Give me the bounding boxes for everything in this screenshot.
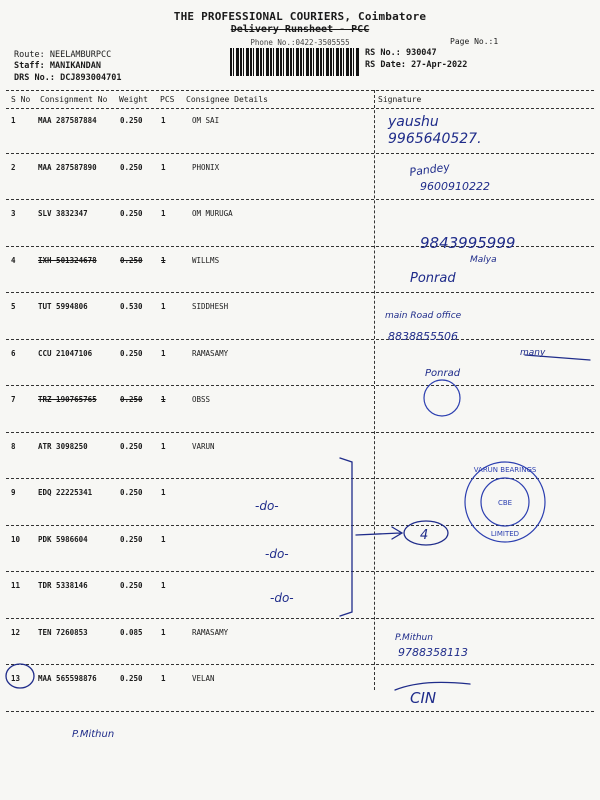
row-10-cons: PDK 5986604 — [38, 534, 88, 544]
rs-date-value: 27-Apr-2022 — [411, 60, 468, 70]
signature-column-divider — [374, 90, 375, 690]
sign-r5-phone: 8838855506 — [388, 330, 458, 343]
sign-r12-phone: 9788358113 — [398, 646, 468, 659]
rs-date-label: RS Date: — [365, 60, 406, 70]
row-separator — [6, 339, 594, 340]
row-1-pcs: 1 — [161, 116, 166, 125]
row-3-name: OM MURUGA — [192, 209, 233, 218]
row-10-sno: 10 — [11, 534, 21, 544]
ditto-mark-1: -do- — [255, 499, 279, 513]
sign-r1-name: yaushu — [388, 114, 439, 130]
row-1-weight: 0.250 — [120, 116, 143, 125]
row-8-pcs: 1 — [161, 441, 166, 451]
row-11-cons: TDR 5338146 — [38, 581, 88, 590]
row-separator — [6, 432, 594, 433]
row-7-cons: TRZ 190765765 — [38, 395, 97, 404]
row-separator — [6, 525, 594, 526]
row-separator — [6, 292, 594, 293]
row-1-sno: 1 — [11, 116, 16, 125]
sign-r5-extra: many — [520, 348, 546, 358]
row-10-weight: 0.250 — [120, 534, 143, 544]
row-8-weight: 0.250 — [120, 441, 143, 451]
sign-r2-name: Pandey — [408, 160, 451, 179]
row-separator — [6, 246, 594, 247]
route-value: NEELAMBURPCC — [49, 50, 112, 60]
row-13-sno: 13 — [11, 674, 21, 683]
row-4-sno: 4 — [11, 255, 16, 265]
row-3-pcs: 1 — [161, 209, 166, 218]
row-6-weight: 0.250 — [120, 348, 143, 358]
sign-r3-sign: Ponrad — [410, 271, 456, 286]
col-consignee-header: Consignee Details — [186, 95, 268, 104]
document-subtitle: Delivery Runsheet - PCC — [230, 24, 370, 35]
rs-date-line — [365, 60, 467, 70]
barcode — [230, 48, 360, 76]
sign-r2-phone: 9600910222 — [420, 180, 490, 193]
row-8-name: VARUN — [192, 441, 215, 451]
company-stamp — [424, 380, 545, 542]
row-separator — [6, 199, 594, 200]
row-separator — [6, 664, 594, 665]
row-2-pcs: 1 — [161, 162, 166, 172]
row-6-sno: 6 — [11, 348, 16, 358]
drs-label: DRS No.: — [14, 73, 55, 83]
row-4-weight: 0.250 — [120, 255, 143, 265]
row-12-name: RAMASAMY — [192, 627, 229, 637]
row-separator — [6, 618, 594, 619]
stamp-sub: LIMITED — [490, 530, 520, 538]
sign-stroke — [395, 682, 470, 690]
row-6-cons: CCU 21047106 — [38, 348, 93, 358]
row-1-name: OM SAI — [192, 116, 220, 125]
rs-no-label: RS No.: — [365, 48, 401, 58]
row-2-name: PHONIX — [192, 162, 220, 172]
row-4-cons: IXH 501324678 — [38, 255, 97, 265]
row-2-cons: MAA 287587890 — [38, 162, 97, 172]
row-3-weight: 0.250 — [120, 209, 143, 218]
route-line — [14, 50, 111, 60]
row-4-pcs: 1 — [161, 255, 166, 265]
row-13-cons: MAA 565598876 — [38, 674, 97, 683]
staff-label: Staff: — [14, 61, 45, 71]
header-bottom-line — [6, 108, 594, 109]
row-7-name: OBSS — [192, 395, 211, 404]
staff-line — [14, 61, 101, 71]
row-separator — [6, 153, 594, 154]
row-10-pcs: 1 — [161, 534, 166, 544]
row-5-sno: 5 — [11, 302, 16, 311]
page-number: Page No.:1 — [450, 37, 499, 46]
row-4-name: WILLMS — [192, 255, 220, 265]
row-11-pcs: 1 — [161, 581, 166, 590]
rs-no-line — [365, 48, 437, 58]
footer-signature: P.Mithun — [72, 729, 115, 740]
sign-r1-phone: 9965640527. — [388, 131, 482, 147]
sign-r3-phone: 9843995999 — [420, 234, 516, 252]
row-8-sno: 8 — [11, 441, 16, 451]
row-6-pcs: 1 — [161, 348, 166, 358]
stamp-text: VARUN BEARINGS — [473, 466, 537, 474]
sign-r6-sign: Ponrad — [425, 368, 461, 379]
sign-r13: CIN — [410, 689, 437, 707]
count-value: 4 — [420, 528, 429, 543]
arrow-line — [356, 527, 402, 539]
row-11-weight: 0.250 — [120, 581, 143, 590]
row-8-cons: ATR 3098250 — [38, 441, 88, 451]
col-weight-header: Weight — [119, 95, 148, 104]
row-12-cons: TEN 7260853 — [38, 627, 88, 637]
table-top-line — [6, 90, 594, 91]
ditto-mark-2: -do- — [265, 547, 289, 561]
row-separator — [6, 385, 594, 386]
drs-line — [14, 73, 122, 83]
row-3-cons: SLV 3832347 — [38, 209, 88, 218]
row-2-sno: 2 — [11, 162, 16, 172]
row-13-pcs: 1 — [161, 674, 166, 683]
stamp-city: CBE — [497, 499, 513, 507]
row-9-weight: 0.250 — [120, 488, 143, 497]
sign-r12-name: P.Mithun — [395, 633, 433, 643]
row-13-name: VELAN — [192, 674, 215, 683]
row-5-name: SIDDHESH — [192, 302, 229, 311]
ditto-mark-3: -do- — [270, 591, 294, 605]
phone-number: Phone No.:0422-3505555 — [250, 38, 350, 47]
row-separator — [6, 571, 594, 572]
row-12-weight: 0.085 — [120, 627, 143, 637]
col-pcs-header: PCS — [160, 95, 175, 104]
row-5-cons: TUT 5994806 — [38, 302, 88, 311]
sign-r5-note: main Road office — [385, 311, 462, 321]
ditto-bracket — [340, 458, 352, 616]
row-9-cons: EDQ 22225341 — [38, 488, 93, 497]
row-separator — [6, 711, 594, 712]
row-5-pcs: 1 — [161, 302, 166, 311]
document-title: THE PROFESSIONAL COURIERS, Coimbatore — [173, 10, 427, 23]
row-12-sno: 12 — [11, 627, 21, 637]
staff-value: MANIKANDAN — [49, 61, 102, 71]
row-9-pcs: 1 — [161, 488, 166, 497]
route-label: Route: — [14, 50, 45, 60]
extra-stroke — [525, 355, 590, 360]
row-12-pcs: 1 — [161, 627, 166, 637]
row-6-name: RAMASAMY — [192, 348, 229, 358]
rs-no-value: 930047 — [405, 48, 437, 58]
row-7-pcs: 1 — [161, 395, 166, 404]
row-2-weight: 0.250 — [120, 162, 143, 172]
row-9-sno: 9 — [11, 488, 16, 497]
sign-r3-note: Malya — [470, 255, 497, 265]
row-13-weight: 0.250 — [120, 674, 143, 683]
col-consignment-header: Consignment No — [40, 95, 108, 104]
row-3-sno: 3 — [11, 209, 16, 218]
row-7-sno: 7 — [11, 395, 16, 404]
row-1-cons: MAA 287587884 — [38, 116, 97, 125]
drs-value: DCJ893004701 — [60, 73, 122, 83]
row-5-weight: 0.530 — [120, 302, 143, 311]
col-signature-header: Signature — [378, 95, 422, 104]
row-7-weight: 0.250 — [120, 395, 143, 404]
row-separator — [6, 478, 594, 479]
row-11-sno: 11 — [11, 581, 21, 590]
col-sno-header: S No — [11, 95, 31, 104]
